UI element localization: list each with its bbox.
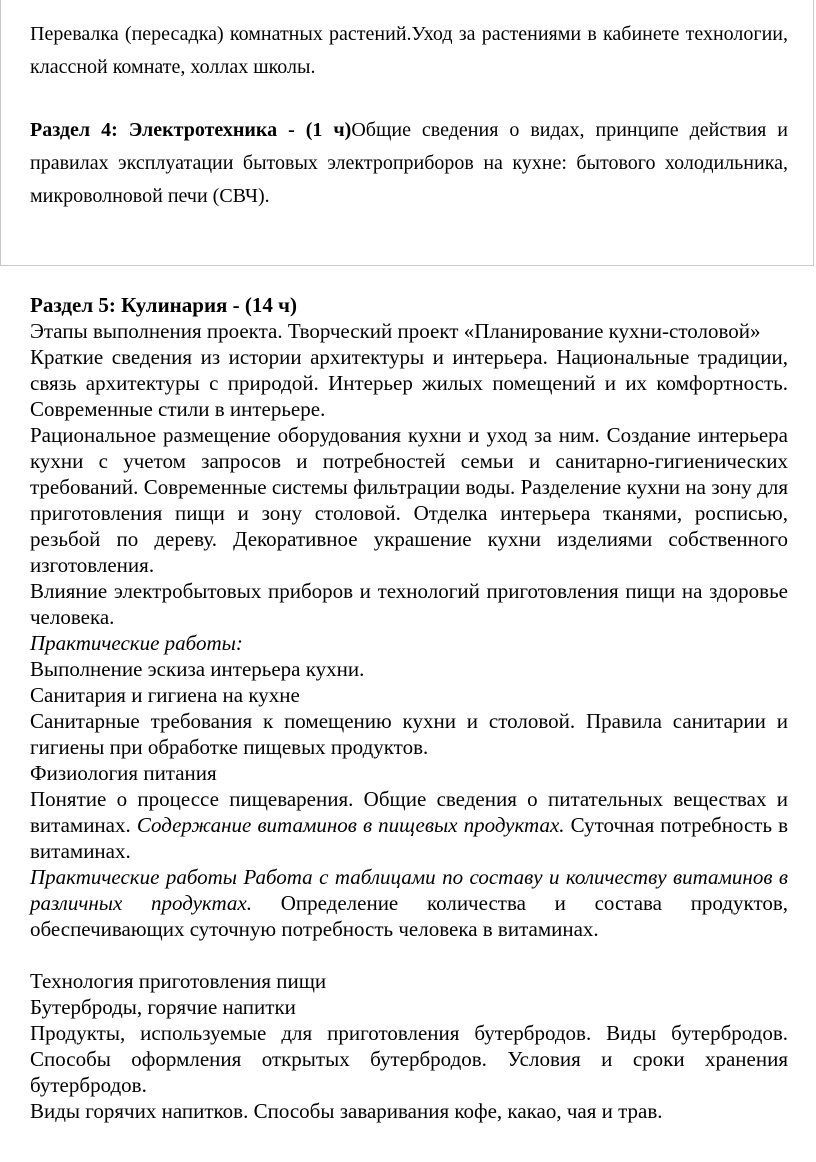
paragraph: Рациональное размещение оборудования кухни и уход за ним. Создание интерьера кухни с учетом запросов и потребностей семьи и санитарно-гигиенических требований. Современные системы фильтрации воды. Разделение кухни на зону для приготовления пищи и зону столовой. Отделка интерьера тканями, росписью, резьбой по дереву. Декоративное украшение кухни изделиями собственного изготовления. — [30, 423, 788, 577]
paragraph-italic — [30, 630, 788, 656]
paragraph: Выполнение эскиза интерьера кухни. — [30, 657, 365, 681]
text-run: Понятие о процессе пищеварения. Общие сведения о питательных веществах и витаминах. — [30, 787, 788, 837]
paragraph: Виды горячих напитков. Способы заваривания кофе, какао, чая и трав. — [30, 1099, 663, 1123]
paragraph-section-4 — [30, 114, 788, 213]
text-run: Определение количества и состава продуктов, обеспечивающих суточную потребность человека в витаминах. — [30, 891, 789, 941]
practical-works-label: Практические работы: — [30, 631, 243, 655]
main-text-block — [30, 292, 788, 1124]
italic-run: Практические работы Работа с таблицами по составу и количеству витаминов в различных продуктах. — [30, 865, 788, 915]
section-5-heading-text: Раздел 5: Кулинария - (14 ч) — [30, 293, 297, 317]
section-5-heading — [30, 292, 788, 318]
top-text-block — [30, 18, 788, 213]
paragraph-mixed — [30, 786, 788, 864]
paragraph: Физиология питания — [30, 761, 217, 785]
text-run: Суточная потребность в витаминах. — [30, 813, 789, 863]
paragraph: Продукты, используемые для приготовления бутербродов. Виды бутербродов. Способы оформления открытых бутербродов. Условия и сроки хранения бутербродов. — [30, 1021, 788, 1097]
section-4-text: Общие сведения о видах, принципе действия и правилах эксплуатации бытовых электроприборов на кухне: бытового холодильника, микроволновой печи (СВЧ). — [30, 119, 788, 207]
paragraph: Санитария и гигиена на кухне — [30, 683, 300, 707]
italic-run: Содержание витаминов в пищевых продуктах. — [136, 813, 565, 837]
paragraph: Санитарные требования к помещению кухни и столовой. Правила санитарии и гигиены при обработке пищевых продуктов. — [30, 709, 788, 759]
paragraph: Этапы выполнения проекта. Творческий проект «Планирование кухни-столовой» — [30, 319, 761, 343]
paragraph-plants: Перевалка (пересадка) комнатных растений.Уход за растениями в кабинете технологии, классной комнате, холлах школы. — [30, 23, 788, 78]
paragraph: Влияние электробытовых приборов и технологий приготовления пищи на здоровье человека. — [30, 579, 788, 629]
section-4-heading: Раздел 4: Электротехника - (1 ч) — [30, 119, 352, 141]
paragraph: Технология приготовления пищи — [30, 969, 327, 993]
paragraph: Краткие сведения из истории архитектуры и интерьера. Национальные традиции, связь архитектуры с природой. Интерьер жилых помещений и их комфортность. Современные стили в интерьере. — [30, 345, 788, 421]
paragraph-mixed — [30, 864, 788, 942]
paragraph: Бутерброды, горячие напитки — [30, 995, 296, 1019]
